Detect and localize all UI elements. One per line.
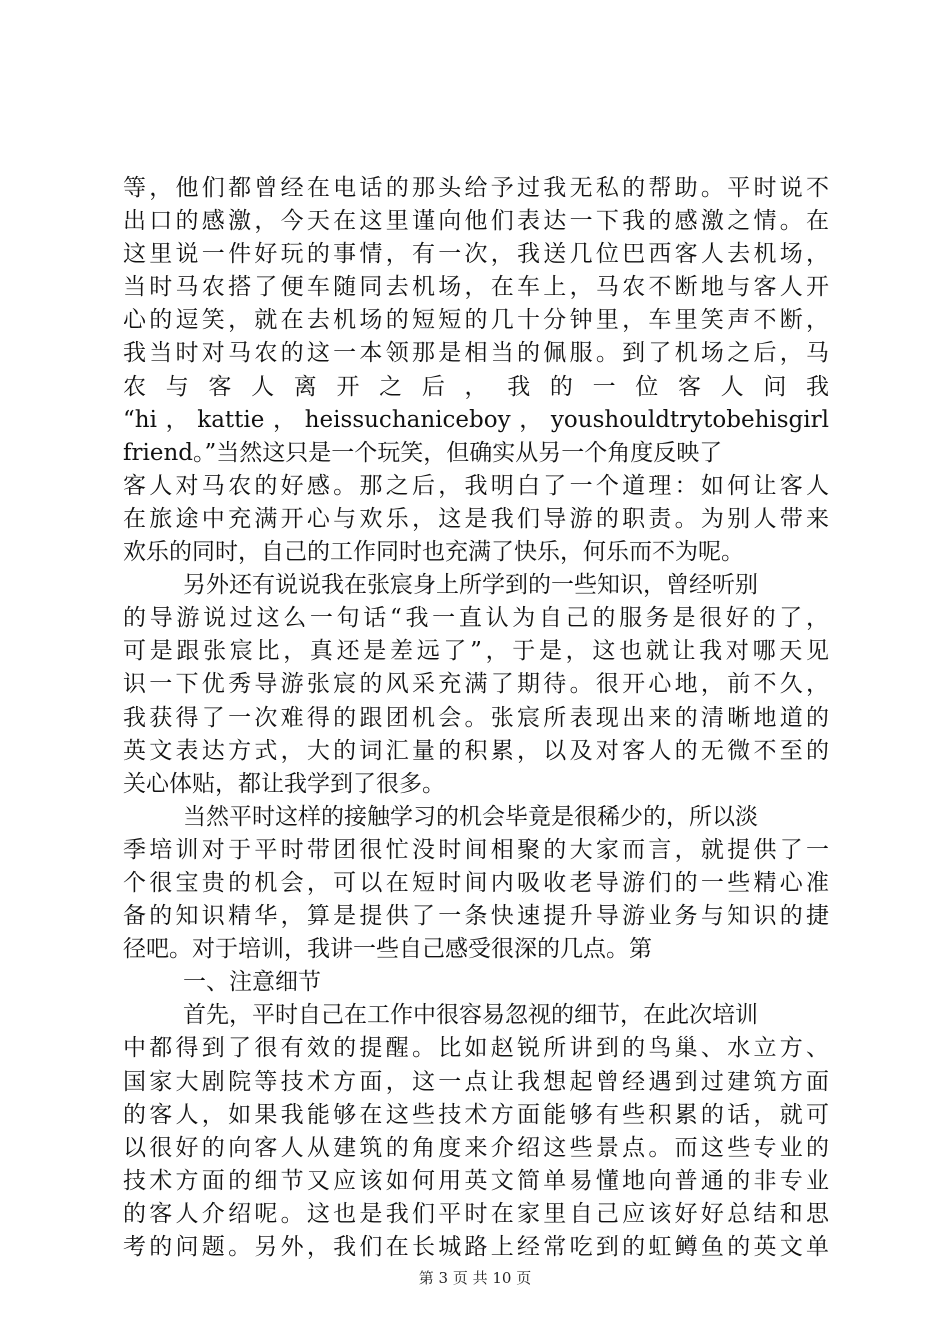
page-footer: 第 3 页 共 10 页 <box>418 1269 532 1287</box>
body-text <box>123 172 829 1264</box>
paragraph-first-line: 首先，平时自己在工作中很容易忽视的细节，在此次培训 <box>183 1002 758 1029</box>
text-line: 可是跟张宸比，真还是差远了”，于是，这也就让我对哪天见 <box>123 638 829 665</box>
text-line: 农与客人离开之后，我的一位客人问我 <box>123 373 829 400</box>
text-line: 的客人，如果我能够在这些技术方面能够有些积累的话，就可 <box>123 1101 829 1128</box>
text-line: 中都得到了很有效的提醒。比如赵锐所讲到的鸟巢、水立方、 <box>123 1035 829 1062</box>
text-line: 识一下优秀导游张宸的风采充满了期待。很开心地，前不久， <box>123 671 829 698</box>
text-line: 备的知识精华，算是提供了一条快速提升导游业务与知识的捷 <box>123 903 829 930</box>
paragraph-first-line: 另外还有说说我在张宸身上所学到的一些知识，曾经听别 <box>183 572 758 599</box>
text-line: 当时马农搭了便车随同去机场，在车上，马农不断地与客人开 <box>123 274 829 301</box>
text-line: friend。”当然这只是一个玩笑，但确实从另一个角度反映了 <box>123 439 723 466</box>
text-line: 的客人介绍呢。这也是我们平时在家里自己应该好好总结和思 <box>123 1200 829 1227</box>
text-line: 个很宝贵的机会，可以在短时间内吸收老导游们的一些精心准 <box>123 869 829 896</box>
text-line: 季培训对于平时带团很忙没时间相聚的大家而言，就提供了一 <box>123 836 829 863</box>
text-line: 关心体贴，都让我学到了很多。 <box>123 770 445 797</box>
text-line: 国家大剧院等技术方面，这一点让我想起曾经遇到过建筑方面 <box>123 1068 829 1095</box>
text-line: 径吧。对于培训，我讲一些自己感受很深的几点。第 <box>123 936 652 963</box>
text-line: 我当时对马农的这一本领那是相当的佩服。到了机场之后，马 <box>123 340 829 367</box>
section-heading: 一、注意细节 <box>183 969 321 996</box>
text-line: 的导游说过这么一句话“我一直认为自己的服务是很好的了， <box>123 605 829 632</box>
text-line: 等，他们都曾经在电话的那头给予过我无私的帮助。平时说不 <box>123 175 829 201</box>
text-line: 考的问题。另外，我们在长城路上经常吃到的虹鳟鱼的英文单 <box>123 1234 829 1260</box>
text-line: 客人对马农的好感。那之后，我明白了一个道理：如何让客人 <box>123 472 829 499</box>
text-line: 我获得了一次难得的跟团机会。张宸所表现出来的清晰地道的 <box>123 704 829 731</box>
text-line: “hi，kattie，heissuchaniceboy，youshouldtrytobehisgirl <box>123 406 829 433</box>
paragraph-first-line: 当然平时这样的接触学习的机会毕竟是很稀少的，所以淡 <box>183 803 758 830</box>
text-line: 在旅途中充满开心与欢乐，这是我们导游的职责。为别人带来 <box>123 505 829 532</box>
text-line: 欢乐的同时，自己的工作同时也充满了快乐，何乐而不为呢。 <box>123 539 744 566</box>
text-line: 心的逗笑，就在去机场的短短的几十分钟里，车里笑声不断， <box>123 307 829 334</box>
text-line: 技术方面的细节又应该如何用英文简单易懂地向普通的非专业 <box>123 1167 829 1194</box>
text-line: 英文表达方式，大的词汇量的积累，以及对客人的无微不至的 <box>123 737 829 764</box>
text-line: 这里说一件好玩的事情，有一次，我送几位巴西客人去机场， <box>123 241 829 268</box>
text-line: 以很好的向客人从建筑的角度来介绍这些景点。而这些专业的 <box>123 1134 829 1161</box>
text-line: 出口的感激，今天在这里谨向他们表达一下我的感激之情。在 <box>123 208 829 235</box>
